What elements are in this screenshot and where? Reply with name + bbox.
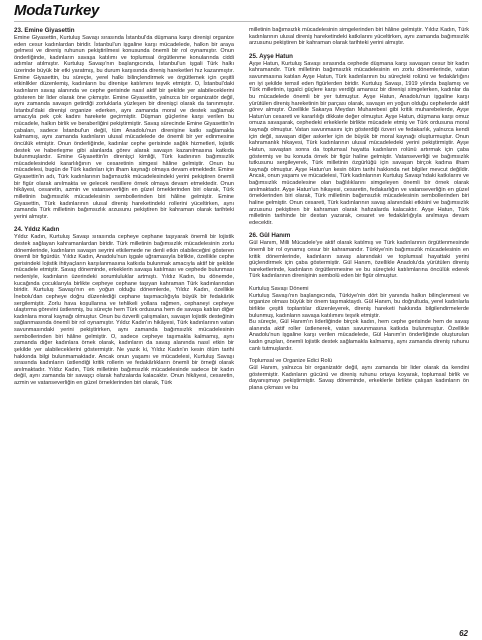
subsection-body: Gül Hanım, yalnızca bir organizatör değil, aynı zamanda bir lider olarak da kendini göstermiştir. Kadınların gücünü ve direniş ruhunu ortaya koyarak, toplumsal birlik ve dayanışmayı pekiştirmiştir. Savaş döneminde, erkeklerle birlikte çalışan kadınların ön plana çıkması ve bu xyxy=(249,364,469,391)
section-body: Yıldız Kadın, Kurtuluş Savaşı sırasında cepheye cephane taşıyarak önemli bir lojistik destek sağlayan kahramanlardan biridir. Türk milletinin bağımsızlık mücadelesinin zorlu dönemlerinde, kadınların savaşın seyrini etkilemede ne denli etkin olabileceğini gösteren önemli bir figürdür. Yıldız Kadın, Anadolu'nun işgale uğramasıyla birlikte, özellikle cephe gerisindeki lojistik ihtiyaçların karşılanmasına katkıda bulunmak amacıyla aktif bir şekilde mücadele etmiştir. Savaş döneminde, erkeklerin savaşa katılması ve cephede bulunması nedeniyle, kadınların üzerindeki sorumluluklar artmıştı. Yıldız Kadın, bu dönemde, kucağında çocuklarıyla birlikte cepheye cephane taşıyan kahraman Türk kadınlarından biridir. Kurtuluş Savaşı'nın en yoğun olduğu dönemlerde, Yıldız Kadın, özellikle İnebolu'dan cepheye doğru düzenlediği cephane taşımacılığıyla büyük bir fedakârlık sergilemiştir. Zorlu hava koşullarına ve tehlikeli yollara rağmen, cephaneyi cepheye ulaştırma görevini üstlenmiş, bu süreçte hem Türk ordusuna hem de savaşa katılan diğer kadınlara moral kaynağı olmuştur. Onun bu özverili çalışmaları, savaşın lojistik desteğinin sağlanmasında önemli bir rol oynamıştır. Yıldız Kadın'ın hikâyesi, Türk kadınlarının vatan savunmasındaki yerini pekiştirirken, aynı zamanda bağımsızlık mücadelesinin sembollerinden biri hâline gelmiştir. O, sadece cepheye taşımakla kalmamış, aynı zamanda diğer kadınlara örnek olarak, kadınların da savaş alanında nasıl etkin bir şekilde yer alabileceklerini göstermiştir. Ne yazık ki, Yıldız Kadın'ın kesin ölüm tarihi hakkında bilgi bulunmamaktadır. Ancak onun yaşamı ve mücadelesi, Kurtuluş Savaşı sırasında kadınların üstlendiği kritik rollerin ve fedakârlıkların önemli bir örneği olarak anılmaktadır. Yıldız Kadın, Türk milletinin bağımsızlık mücadelesinde sadece bir kadın değil, aynı zamanda bir savaşçı olarak hafızalarda kalacaktır. Onun hikâyesi, cesaretin, azmin ve vatanseverliğin en güzel örneklerinden biri olarak, Türk xyxy=(14,234,234,387)
masthead-moda: Moda xyxy=(14,2,52,19)
continued-text: milletinin bağımsızlık mücadelesinin simgelerinden biri hâline gelmiştir. Yıldız Kadın, Türk kadınlarının ulusal direniş hareketindeki katkılarını yüceltirken, aynı zamanda bağımsızlık arzusunu pekiştiren bir kahraman olarak tarihteki yerini almıştır. xyxy=(249,27,469,47)
section-title: 24. Yıldız Kadın xyxy=(14,226,60,234)
subsection-body: Kurtuluş Savaşı'nın başlangıcında, Türkiye'nin dört bir yanında halkın bilinçlenmesi ve organize olması büyük bir önem taşımaktaydı. Gül Hanım, bu doğrultuda, yerel kadınlarla birlikte çeşitli toplantılar düzenleyerek, direniş hareketi hakkında bilgilendirmelerde bulunmuş, kadınların savaşa katılımını teşvik etmiştir. Bu süreçte, Gül Hanım'ın liderliğinde birçok kadın, hem cephe gerisinde hem de savaş alanında aktif roller üstlenerek, vatan savunmasına katkıda bulunmuştur. Özellikle Anadolu'nun işgaline karşı verilen mücadelede, Gül Hanım'ın önderliğinde oluşturulan kadın grupları, önemli lojistik destek sağlamakla kalmamış, aynı zamanda direniş ruhunu canlı tutmuşlardır. xyxy=(249,292,469,352)
section-title: 26. Gül Hanım xyxy=(249,232,291,240)
subsection-title: Toplumsal ve Organize Edici Rolü xyxy=(249,358,332,365)
article-section-23 xyxy=(14,27,234,220)
left-column xyxy=(14,27,234,631)
header-divider xyxy=(14,21,468,22)
section-body: Ayşe Hatun, Kurtuluş Savaşı sırasında cephede düşmana karşı savaşan cesur bir kadın kahramandır. Türk milletinin bağımsızlık mücadelesinin en zorlu dönemlerinde, vatan savunmasına katılan Ayşe Hatun, Türk kadınlarının bu süreçteki rolünü ve fedakârlığını en iyi şekilde temsil eden figürlerden biridir. Kurtuluş Savaşı, 1919 yılında başlamış ve Türk milletinin, işgalci güçlere karşı verdiği amansız bir direnişi simgelerken, kadınlar da bu mücadelede önemli bir yer tutmuştur. Ayşe Hatun, Anadolu'nun işgaline karşı yürütülen direniş hareketinin bir parçası olarak, savaşın en yoğun olduğu cephelerde aktif görev almıştır. Özellikle Sakarya Meydan Muharebesi gibi kritik muharebelerde, Ayşe Hatun'un cesareti ve kararlılığı dikkate değer olmuştur. Ayşe Hatun, düşmana karşı omuz omuza savaşarak, cephedeki erkeklerle birlikte mücadele etmiş ve Türk ordusuna moral kaynağı olmuştur. Vatan savunmasını için gösterdiği özveri ve fedakarlık, yalnızca kendi için değil, savaşan diğer askerler için de büyük bir moral kaynağı oluşturmuştur. Onun kahramanlık hikayesi, Türk kadınlarının ulusal mücadeledeki yerini pekiştirmiştir. Ayşe Hatun, savaştan sonra da toplumsal hayatta kadınların rolünü artırmak için çaba göstermiş ve bu konuda örnek bir figür haline gelmiştir. Vatanseverliği ve bağımsızlık tutkusunu sergileyerek, Türk milletinin özgürlüğü için savaşan birçok kadına ilham kaynağı olmuştur. Ayşe Hatun'un kesin ölüm tarihi hakkında net bilgiler mevcut değildir. Ancak, onun yaşamı ve mücadelesi, Türk kadınlarının Kurtuluş Savaşı'ndaki katkılarını ve bağımsızlık mücadelesine olan bağlılıklarını simgeleyen önemli bir örnek olarak anılmaktadır. Ayşe Hatun'un hikayesi, cesaretin, fedakarlığın ve vatanseverliğin en güzel örneklerinden biri olarak, Türk milletinin bağımsızlık mücadelesinin sembollerinden biri haline gelmiştir. Onun cesareti, Türk kadınlarının savaş alanındaki etkisini ve bağımsızlık arzusunu pekiştiren bir kahraman olarak hafızalarda kalacaktır. Ayşe Hatun, Türk milletinin tarihinde bir destan yazarak, cesaret ve fedakârlığıyla anılmaya devam edecektir. xyxy=(249,60,469,226)
section-title: 23. Emine Giyasettin xyxy=(14,27,75,34)
masthead-turkey: Turkey xyxy=(51,2,100,19)
masthead-logo xyxy=(14,2,99,22)
section-body: Gül Hanım, Milli Mücadele'ye aktif olarak katılmış ve Türk kadınlarının örgütlenmesinde önemli bir rol oynamış cesur bir kahramandır. Türkiye'nin bağımsızlık mücadelesinin en kritik dönemlerinde, kadınların savaş alanındaki ve toplumsal hayattaki yerini güçlendirmek için çaba göstermiştir. Gül Hanım, özellikle Anadolu'da yürütülen direniş hareketlerinde, kadınların örgütlenmesine ve bu süreçteki katılımlarına öncülük ederek Türk kadınlarının direnişinin sembolü eden bir figür olmuştur. xyxy=(249,240,469,280)
right-column xyxy=(249,27,469,631)
article-section-25 xyxy=(249,53,469,227)
page-number: 62 xyxy=(459,629,468,638)
section-body: Emine Giyasettin, Kurtuluş Savaşı sırasında İstanbul'da düşmana karşı direnişi organize eden cesur kadınlardan biridir. İstanbul'un işgaline karşı mücadelede, halkın bir araya gelmesi ve direniş ruhunun pekiştirilmesi konusunda önemli bir rol oynamıştır. Onun önderliğinde, kadınların savaşa katılımı ve toplumsal örgütlenme konularında ciddi adımlar atılmıştır. Kurtuluş Savaşı'nın başlangıcında, İstanbul'un işgali Türk halkı üzerinde büyük bir etki yaratmış, bu durum karşısında direniş hareketleri hız kazanmıştır. Emine Giyasettin, bu süreçte, yerel halkı bilinçlendirmek ve örgütlemek için çeşitli etkinlikler düzenlemiş, kadınların bu direnişe katılımını teşvik etmiştir. O, İstanbul'daki kadınların savaş alanında ve cephe gerisinde nasıl aktif bir şekilde yer alabileceklerini gösteren bir lider olarak öne çıkmıştır. Emine Giyasettin, yalnızca bir organizatör değil, aynı zamanda savaşın getirdiği zorluklarla yüzleşen bir direnişçi olarak da tanınmıştır. İstanbul'daki direnişi organize ederken, aynı zamanda moral ve destek sağlamak amacıyla pek çok kadını harekete geçirmiştir. Düşman güçlerine karşı verilen bu mücadele, halkın birlik ve beraberliğini pekiştirmiştir. Savaş sürecinde Emine Giyasettin'in çabaları, sadece İstanbul'un değil, tüm Anadolu'nun direnişine katkı sağlamakla kalmamış, aynı zamanda kadınların ulusal mücadelede de önemli bir yer edinmesine öncülük etmiştir. Onun önderliğinde, kadınlar cephe gerisinde sağlık hizmetleri, lojistik destek ve haberleşme gibi alanlarda görev alarak savaşın kazanılmasına katkıda bulunmuşlardır. Emine Giyasettin'in direnişçi kimliği, Türk kadınının bağımsızlık mücadelesindeki kararlılığının ve cesaretinin simgesi hâline gelmiştir. Onun bu mücadelesi, bugün de Türk kadınları için ilham kaynağı olmaya devam etmektedir. Emine Giyasettin'in adı, Türk kadınlarının bağımsızlık mücadelesindeki yerini pekiştiren önemli bir figür olarak anılmakta ve gelecek nesillere örnek olmaya devam etmektedir. Onun hikâyesi, cesaretin, azmin ve vatanseverliğin en güzel örneklerinden biri olarak, Türk milletinin bağımsızlık mücadelesinin sembollerinden biri hâline gelmiştir. Emine Giyasettin, Türk kadınlarının ulusal direniş hareketindeki rollerini yüceltirken, aynı zamanda Türk milletinin bağımsızlık arzusunu pekiştiren bir kahraman olarak tarihteki yerini almıştır. xyxy=(14,34,234,220)
section-title: 25. Ayşe Hatun xyxy=(249,52,293,60)
article-section-24 xyxy=(14,226,234,386)
subsection-title: Kurtuluş Savaşı Dönemi xyxy=(249,286,309,293)
article-section-26 xyxy=(249,232,469,391)
